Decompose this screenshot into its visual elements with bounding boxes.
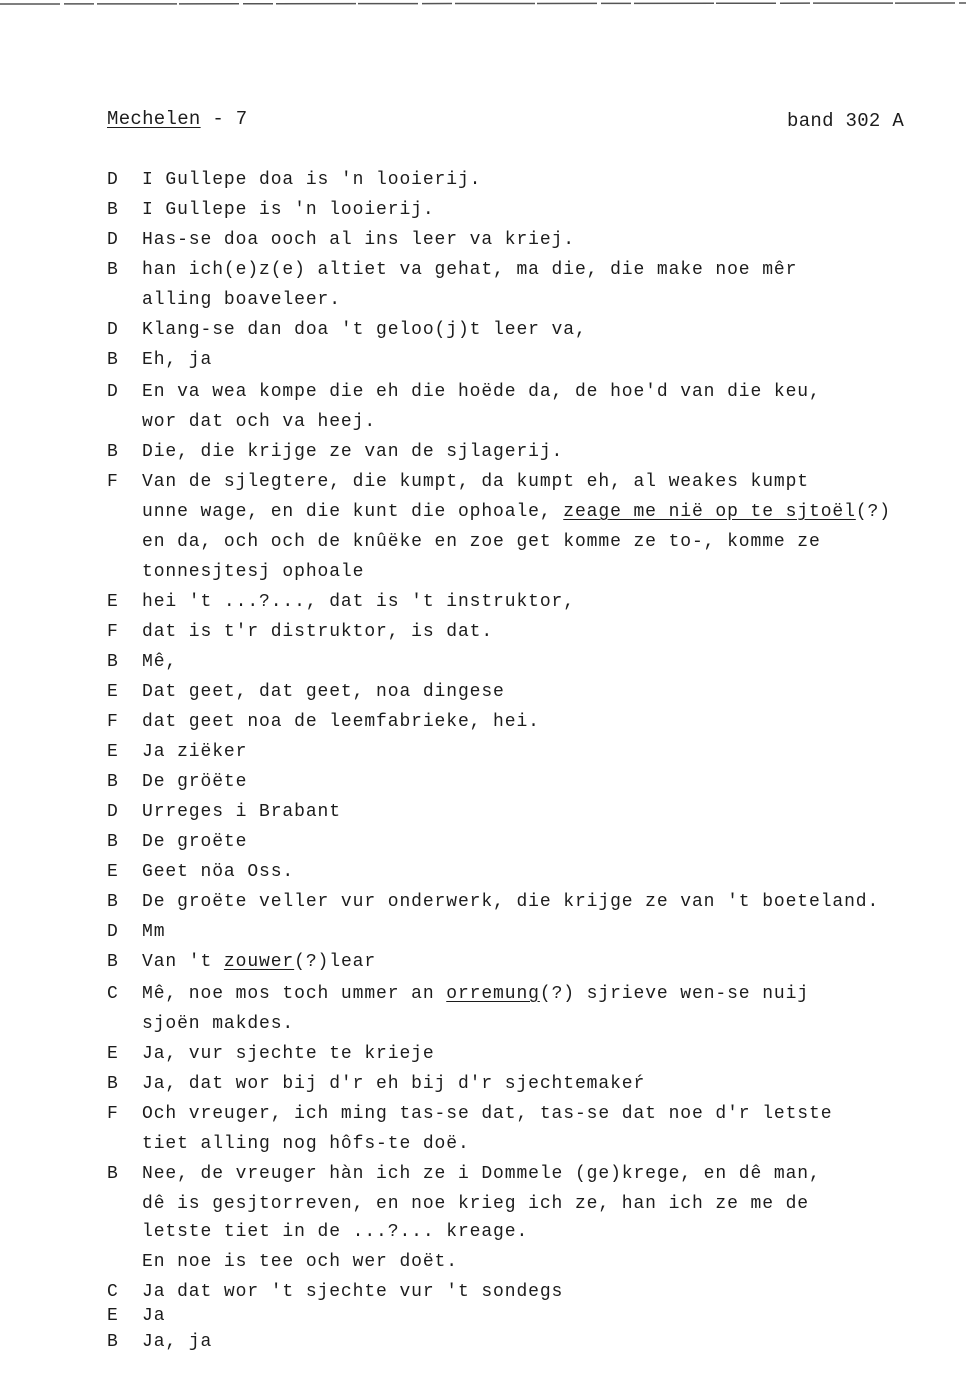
speaker-label: B [107, 652, 119, 672]
speaker-label: E [107, 1306, 119, 1326]
transcript-line [142, 1074, 645, 1094]
transcript-line [142, 712, 540, 732]
line-text: Klang-se dan doa 't geloo(j)t leer va, [142, 320, 587, 340]
speaker-label: B [107, 1074, 119, 1094]
transcript-line [142, 802, 341, 822]
speaker-label: E [107, 682, 119, 702]
line-text: Ja, ja [142, 1332, 213, 1352]
line-text: Och vreuger, ich ming tas-se dat, tas-se dat noe d'r letste [142, 1104, 833, 1124]
page-number: - 7 [200, 108, 248, 130]
line-text: letste tiet in de ...?... kreage. [142, 1222, 529, 1242]
transcript-line [142, 682, 505, 702]
line-text-after: (?)lear [294, 952, 377, 972]
line-text: Dat geet, dat geet, noa dingese [142, 682, 505, 702]
speaker-label: E [107, 592, 119, 612]
line-text: Ja, dat wor bij d'r eh bij d'r sjechtemakeŕ [142, 1074, 646, 1094]
underlined-text: zouwer [223, 952, 295, 972]
transcript-line [142, 742, 247, 762]
transcript-line [142, 622, 493, 642]
line-text: Mê, noe mos toch ummer an [142, 984, 447, 1004]
speaker-label: D [107, 922, 119, 942]
transcript-line [142, 170, 481, 190]
speaker-label: B [107, 200, 119, 220]
line-text: Die, die krijge ze van de sjlagerij. [142, 442, 564, 462]
line-text: wor dat och va heej. [142, 412, 377, 432]
transcript-line [142, 862, 294, 882]
speaker-label: B [107, 1164, 119, 1184]
transcript-line [142, 1194, 809, 1214]
line-text: tiet alling nog hôfs-te doë. [142, 1134, 470, 1154]
speaker-label: E [107, 742, 119, 762]
line-text: En va wea kompe die eh die hoëde da, de hoe'd van die keu, [142, 382, 821, 402]
underlined-text: zeage me nië op te sjtoël [563, 502, 856, 522]
line-text: Mm [142, 922, 166, 942]
transcript-line [142, 1164, 821, 1184]
line-text: De gröëte [142, 772, 248, 792]
line-text: Nee, de vreuger hàn ich ze i Dommele (ge)krege, en dê man, [142, 1164, 821, 1184]
speaker-label: B [107, 260, 119, 280]
transcript-line [142, 200, 435, 220]
transcript-line [142, 502, 891, 522]
line-text-after: (?) sjrieve wen-se nuij [539, 984, 810, 1004]
line-text: unne wage, en die kunt die ophoale, [142, 502, 564, 522]
transcript-line [142, 1222, 528, 1242]
line-text: Ja, vur sjechte te krieje [142, 1044, 435, 1064]
speaker-label: C [107, 1282, 119, 1302]
line-text: Van de sjlegtere, die kumpt, da kumpt eh, al weakes kumpt [142, 472, 809, 492]
speaker-label: B [107, 350, 119, 370]
line-text: En noe is tee och wer doët. [142, 1252, 458, 1272]
speaker-label: D [107, 320, 119, 340]
transcript-line [142, 1044, 435, 1064]
transcript-line [142, 1014, 294, 1034]
line-text: Ja dat wor 't sjechte vur 't sondegs [142, 1282, 564, 1302]
line-text: tonnesjtesj ophoale [142, 562, 365, 582]
line-text: Mê, [142, 652, 178, 672]
line-text: De groëte veller vur onderwerk, die krijge ze van 't boeteland. [142, 892, 880, 912]
transcript-line [142, 832, 247, 852]
line-text: dat is t'r distruktor, is dat. [142, 622, 494, 642]
transcript-line [142, 442, 563, 462]
transcript-line [142, 1332, 212, 1352]
transcript-line [142, 772, 247, 792]
line-text: Van 't [142, 952, 224, 972]
transcript-line [142, 472, 809, 492]
transcript-line [142, 1134, 470, 1154]
transcript-line [142, 892, 879, 912]
transcript-line [142, 952, 376, 972]
line-text: I Gullepe is 'n looierij. [142, 200, 435, 220]
speaker-label: F [107, 712, 119, 732]
band-label: band 302 A [787, 110, 905, 132]
speaker-label: B [107, 952, 119, 972]
transcript-line [142, 320, 587, 340]
line-text: han ich(e)z(e) altiet va gehat, ma die, die make noe mêr [142, 260, 798, 280]
speaker-label: D [107, 802, 119, 822]
line-text: alling boaveleer. [142, 290, 341, 310]
transcript-line [142, 652, 177, 672]
line-text: Has-se doa ooch al ins leer va kriej. [142, 230, 575, 250]
transcript-line [142, 382, 821, 402]
line-text: dê is gesjtorreven, en noe krieg ich ze, han ich ze me de [142, 1194, 809, 1214]
line-text: Eh, ja [142, 350, 213, 370]
line-text: sjoën makdes. [142, 1014, 295, 1034]
place-name: Mechelen [107, 108, 201, 130]
transcript-line [142, 350, 212, 370]
line-text: Ja ziëker [142, 742, 248, 762]
speaker-label: F [107, 622, 119, 642]
speaker-label: B [107, 832, 119, 852]
transcript-line [142, 230, 575, 250]
line-text: I Gullepe doa is 'n looierij. [142, 170, 482, 190]
speaker-label: F [107, 1104, 119, 1124]
speaker-label: D [107, 170, 119, 190]
line-text: De groëte [142, 832, 248, 852]
transcript-line [142, 1282, 563, 1302]
speaker-label: B [107, 772, 119, 792]
transcript-line [142, 1306, 165, 1326]
transcript-line [142, 290, 341, 310]
speaker-label: B [107, 1332, 119, 1352]
speaker-label: E [107, 1044, 119, 1064]
line-text: Ja [142, 1306, 166, 1326]
transcript-line [142, 532, 821, 552]
line-text: hei 't ...?..., dat is 't instruktor, [142, 592, 575, 612]
transcript-line [142, 1252, 458, 1272]
speaker-label: F [107, 472, 119, 492]
line-text: dat geet noa de leemfabrieke, hei. [142, 712, 540, 732]
line-text: en da, och och de knûëke en zoe get komme ze to-, komme ze [142, 532, 821, 552]
speaker-label: D [107, 382, 119, 402]
speaker-label: C [107, 984, 119, 1004]
line-text: Urreges i Brabant [142, 802, 341, 822]
line-text-after: (?) [855, 502, 891, 522]
transcript-line [142, 592, 575, 612]
speaker-label: E [107, 862, 119, 882]
transcript-line [142, 260, 797, 280]
transcript-line [142, 412, 376, 432]
transcript-line [142, 562, 364, 582]
speaker-label: D [107, 230, 119, 250]
underlined-text: orremung [446, 984, 540, 1004]
line-text: Geet nöa Oss. [142, 862, 295, 882]
transcript-line [142, 1104, 832, 1124]
transcript-line [142, 922, 165, 942]
transcript-line [142, 984, 809, 1004]
speaker-label: B [107, 892, 119, 912]
speaker-label: B [107, 442, 119, 462]
